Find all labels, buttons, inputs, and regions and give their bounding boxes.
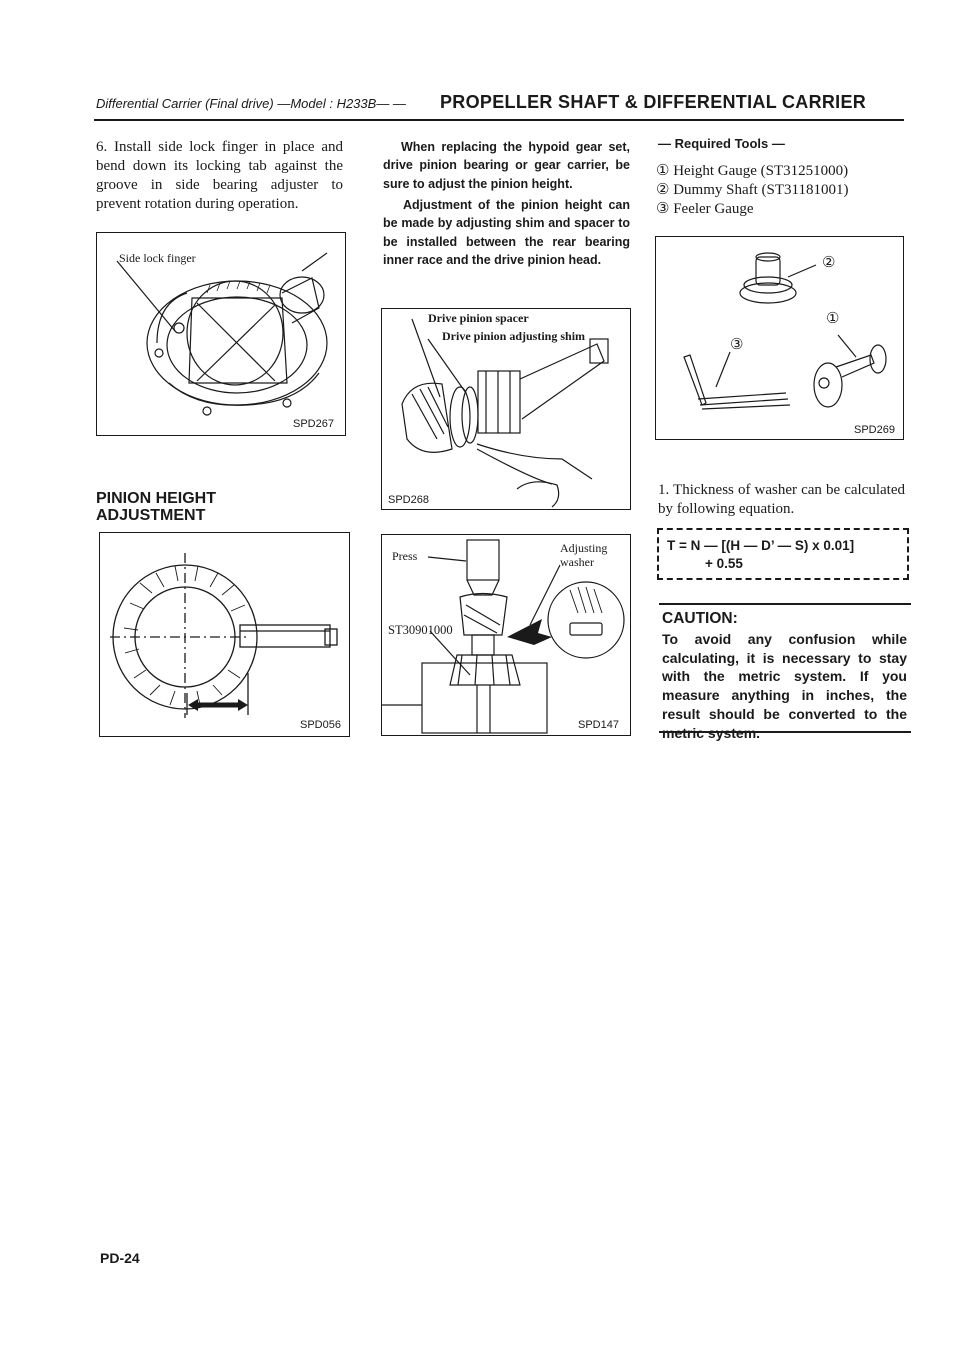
callout-2: ② <box>822 255 836 271</box>
equation-box <box>657 528 909 580</box>
tool-list-item: ② Dummy Shaft (ST31181001) <box>656 182 849 198</box>
step-6-text: 6. Install side lock finger in place and bend down its locking tab against the groove in side bearing adjuster to prevent rotation during operation. <box>96 139 343 212</box>
washer-label: washer <box>560 555 594 569</box>
running-header-title: PROPELLER SHAFT & DIFFERENTIAL CARRIER <box>440 92 867 112</box>
pinion-height-adjust-text: Adjustment of the pinion height can be made by adjusting shim and spacer to be installed between the rear bearing inner race and the drive pinion head. <box>383 198 630 268</box>
callout-3: ③ <box>730 337 744 353</box>
step-1-text: 1. Thickness of washer can be calculated by following equation. <box>658 482 905 517</box>
header-rule <box>94 119 904 121</box>
figure-spd147 <box>381 534 631 736</box>
tools-illustration <box>656 237 903 439</box>
figure-code: SPD056 <box>300 719 341 731</box>
drive-pinion-spacer-label: Drive pinion spacer <box>428 311 529 325</box>
figure-spd268 <box>381 308 631 510</box>
running-header-model: Differential Carrier (Final drive) —Model : H233B— — <box>96 96 406 111</box>
drive-pinion-shim-label: Drive pinion adjusting shim <box>442 329 586 343</box>
required-tools-title: — Required Tools — <box>658 136 785 151</box>
figure-spd269 <box>655 236 904 440</box>
caution-text: To avoid any confusion while calculating, it is necessary to stay with the metric system. If you measure anything in inches, the result should be converted to the metric system. <box>662 631 907 741</box>
tool-list-item: ① Height Gauge (ST31251000) <box>656 163 849 179</box>
press-label: Press <box>392 549 418 563</box>
adjusting-label: Adjusting <box>560 541 608 555</box>
figure-spd056 <box>99 532 350 737</box>
section-title-line2: ADJUSTMENT <box>96 507 206 524</box>
figure-code: SPD267 <box>293 418 334 430</box>
tool-list-item: ③ Feeler Gauge <box>656 201 754 217</box>
figure-code: SPD147 <box>578 719 619 731</box>
section-title-line1: PINION HEIGHT <box>96 490 217 507</box>
caution-bottom-rule <box>659 731 911 733</box>
equation-line1: T = N — [(H — D’ — S) x 0.01] <box>667 538 855 553</box>
tool-number-label: ST30901000 <box>388 623 453 637</box>
figure-spd267 <box>96 232 346 436</box>
pinion-height-intro: When replacing the hypoid gear set, drive pinion bearing or gear carrier, be sure to adjust the pinion height. <box>383 140 630 191</box>
side-lock-finger-label: Side lock finger <box>119 251 196 265</box>
callout-1: ① <box>826 311 840 327</box>
equation-line2: + 0.55 <box>705 556 743 571</box>
figure-code: SPD269 <box>854 424 895 436</box>
page-number: PD-24 <box>100 1250 140 1266</box>
caution-title: CAUTION: <box>662 610 738 627</box>
figure-code: SPD268 <box>388 494 429 506</box>
caution-top-rule <box>659 603 911 605</box>
ring-gear-pinion-illustration <box>100 533 349 736</box>
